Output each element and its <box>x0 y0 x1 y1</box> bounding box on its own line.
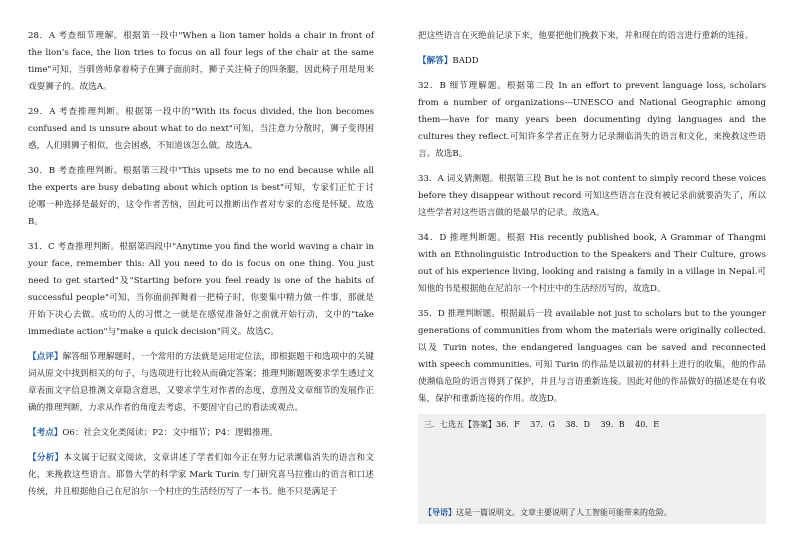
answer-34: 34．D 推理判断题。根据 His recently published book, A Grammar of Thangmi with an Ethnolinguistic Introduction to the Speakers and Their Culture, grows out of his experience living, looking and raising a family in a village in Nepal.可知他的书是根据他在尼泊尔一个村庄中的生活经历写的，故选D。 <box>418 233 766 294</box>
solution-text: BADD <box>452 56 479 66</box>
answer-28: 28．A 考查细节理解。根据第一段中"When a lion tamer holds a chair in front of the lion’s face, the lion tries to focus on all four legs of the chair at the same time"可知，当驯兽师拿着椅子在狮子面前时，狮子关注椅子的四条腿，因此椅子用是用来戏耍狮子的。故选A。 <box>28 31 374 92</box>
section-seven-answers: 三．七选五【答案】36．F 37．G 38．D 39．B 40．E <box>424 420 660 429</box>
guide-label: 【导语】 <box>424 507 456 517</box>
guide-text: 这是一篇说明文。文章主要说明了人工智能可能带来的危险。 <box>456 508 672 517</box>
right-column <box>418 28 766 524</box>
analysis-label: 【分析】 <box>28 453 64 463</box>
testpoint-text: O6：社会文化类阅读；P2：文中细节；P4：逻辑推理。 <box>62 428 278 438</box>
left-column <box>28 28 374 501</box>
guide-section <box>424 505 760 520</box>
comment-label: 【点评】 <box>28 352 63 362</box>
seven-choose-five-box <box>418 414 766 524</box>
analysis-text: 本文属于记叙文阅读，文章讲述了学者们如今正在努力记录濒临消失的语言和文化，来挽救这些语言。耶鲁大学的科学家 Mark Turin 专门研究喜马拉雅山的语言和口述传统，并且根据他自己在尼泊尔一个村庄的生活经历写了一本书。他不只是满足于 <box>28 453 374 497</box>
comment-text: 解答细节理解题时，一个常用的方法就是运用定位法，即根据题干和选项中的关键词从原文中找到相关的句子，与选项进行比较从而确定答案；推理判断题既要求学生透过文章表面文字信息推测文章隐含意思，又要求学生对作者的态度、意图及文章细节的发展作正确的推理判断，力求从作者的角度去考虑，不要固守自己的看法或观点。 <box>28 352 374 413</box>
testpoint-label: 【考点】 <box>28 428 63 438</box>
testpoint-section <box>28 425 374 442</box>
answer-35: 35．D 推理判断题。根据最后一段 available not just to scholars but to the younger generations of communities from whom the materials were originally collected. 以及 Turin notes, the endangered languages can be saved and reconnected with speech communities. 可知 Turin 的作品是以最初的材料上进行的收集，他的作品使濒临危险的语言得到了保护，并且与言语重新连接。因此对他的作品做好的描述是在有收集，保护和重新连接的作用。故选D。 <box>418 309 766 404</box>
analysis-continued: 把这些语言在灭绝前记录下来，他要把他们挽救下来，并和现在的语言进行重新的连接。 <box>418 31 754 41</box>
answer-30: 30．B 考查推理判断。根据第三段中"This upsets me to no end because while all the experts are busy debating about which option is best"可知，专家们正忙于讨论哪一种选择是最好的，这令作者苦恼，因此可以推断出作者对专家的态度是怀疑。故选B。 <box>28 166 374 227</box>
analysis-section <box>28 450 374 501</box>
solution-label: 【解答】 <box>418 56 453 66</box>
answer-33: 33．A 词义猜测题。根据第三段 But he is not content to simply record these voices before they disappear without record 可知这些语言在没有被记录前就要消失了，所以这些学者对这些语言做的是最早的记录。故选A。 <box>418 174 766 218</box>
answer-31: 31．C 考查推理判断。根据第四段中"Anytime you find the world waving a chair in your face, remember this: All you need to do is focus on one thing. You just need to get started"及"Starting before you feel ready is one of the habits of successful people"可知，当你面前挥舞着一把椅子时，你要集中精力做一件事，那就是开始下决心去做。成功的人的习惯之一就是在感觉准备好之前就开始行动，文中的"take immediate action"与"make a quick decision"同义。故选C。 <box>28 242 374 337</box>
solution-section <box>418 53 766 70</box>
answer-32: 32．B 细节理解题。根据第二段 In an effort to prevent language loss, scholars from a number of organizations---UNESCO and National Geographic among them---have for many years been documenting dying languages and the cultures they reflect.可知许多学者正在努力记录濒临消失的语言和文化，来挽救这些语言。故选B。 <box>418 81 766 159</box>
comment-section <box>28 349 374 417</box>
answer-29: 29．A 考查推理判断。根据第一段中的"With its focus divided, the lion becomes confused and is unsure about what to do next"可知，当注意力分散时，狮子变得困惑，人们驯狮子相似，也会困惑，不知道该怎么做。故选A。 <box>28 107 374 151</box>
